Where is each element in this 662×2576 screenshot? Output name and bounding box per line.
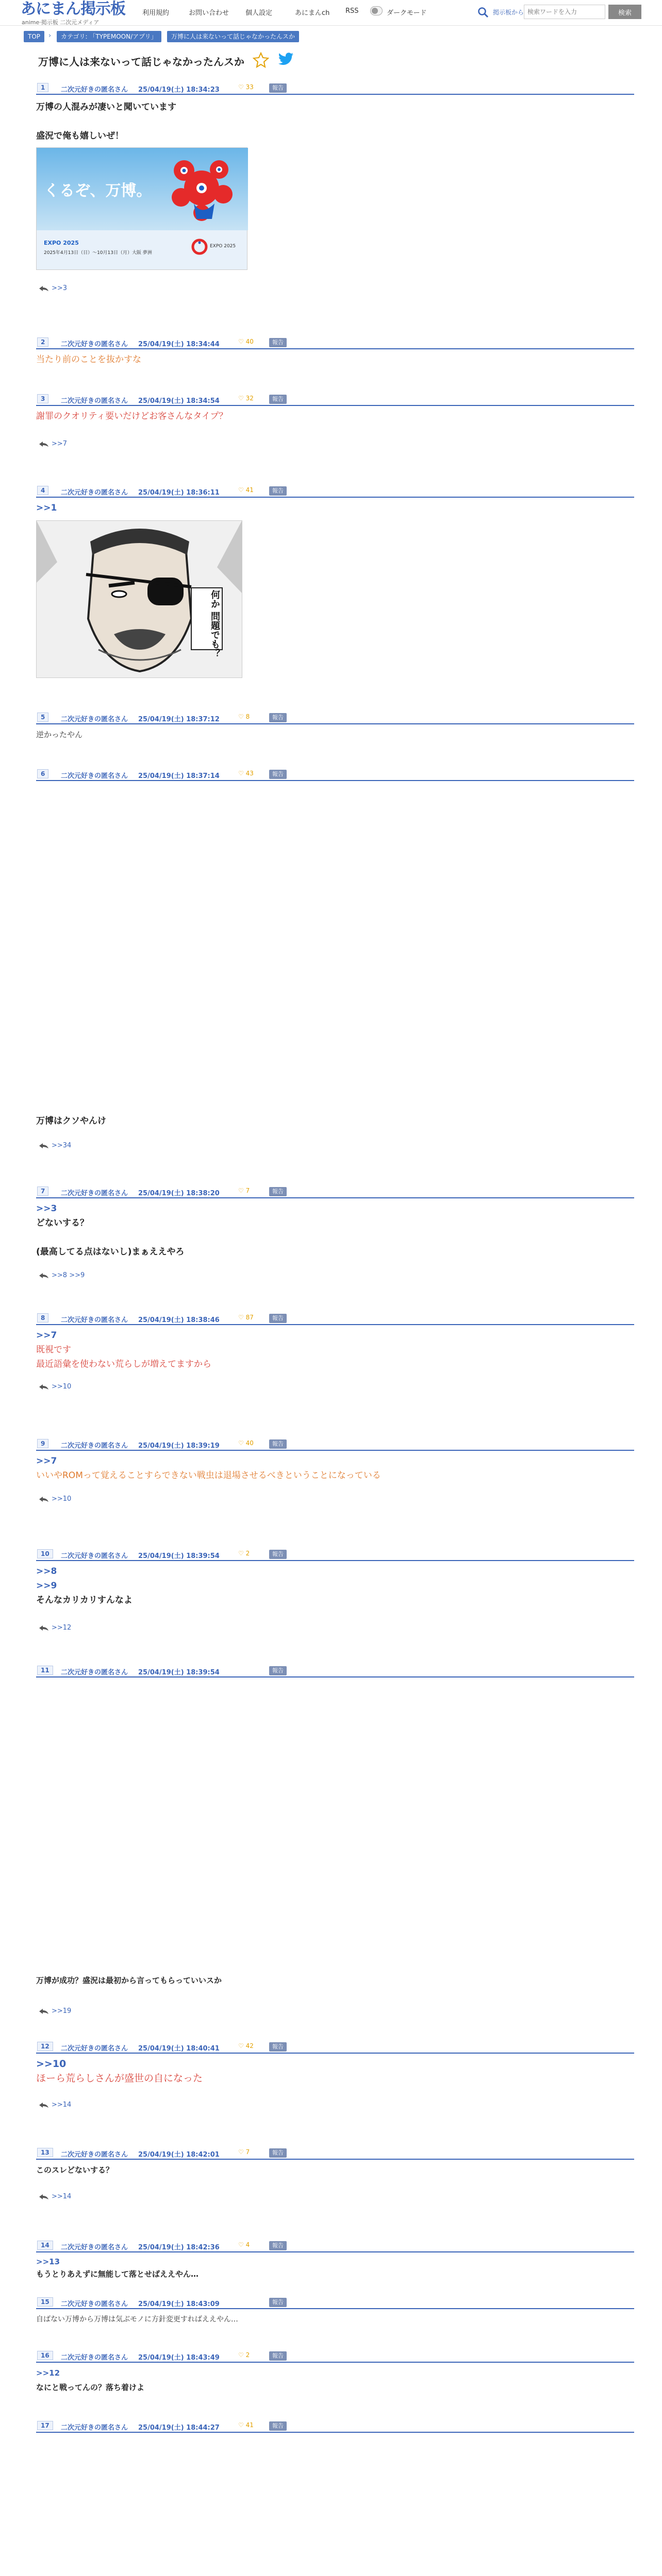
like-count: 32 <box>245 395 254 402</box>
expo-logo-icon <box>191 239 208 255</box>
post-date: 25/04/19(土) 18:44:27 <box>138 2424 220 2432</box>
report-button[interactable]: 報告 <box>269 1550 287 1559</box>
nav-contact[interactable]: お問い合わせ <box>189 9 229 17</box>
like-button[interactable]: ♡ 41 <box>238 486 254 494</box>
poster-name: 二次元好きの匿名さん <box>61 2045 128 2053</box>
reply-links[interactable] <box>39 2101 71 2109</box>
breadcrumb-category[interactable]: カテゴリ: 「TYPEMOON/アプリ」 <box>57 31 161 42</box>
search-scope-label: 掲示板から <box>493 9 524 16</box>
post-line[interactable]: >>9 <box>36 1581 57 1591</box>
reply-arrow-icon <box>39 2194 48 2199</box>
reply-links[interactable] <box>39 440 67 448</box>
post-line: 自ばない万博から万博は気ぶモノに方針変更すればええやん… <box>36 2315 238 2324</box>
post-body <box>36 409 227 423</box>
reply-links[interactable] <box>39 2193 71 2200</box>
like-button[interactable]: ♡ 2 <box>238 2351 250 2359</box>
post-number[interactable]: 11 <box>37 1666 53 1675</box>
post-line: 盛況で俺も嬉しいぜ！ <box>36 131 124 141</box>
report-button[interactable]: 報告 <box>269 770 287 779</box>
poster-name: 二次元好きの匿名さん <box>61 1442 128 1450</box>
post-date: 25/04/19(土) 18:43:49 <box>138 2354 220 2362</box>
post-line: いいやROMって覚えることすらできない戦虫は退場させるべきということになっている <box>36 1470 381 1481</box>
post-date: 25/04/19(土) 18:34:44 <box>138 341 220 348</box>
post-header <box>36 336 634 349</box>
like-count: 8 <box>245 713 250 720</box>
thread-title: 万博に人は来ないって話じゃなかったんスか <box>38 56 244 68</box>
reply-arrow-icon <box>39 1143 48 1148</box>
post-header <box>36 1185 634 1198</box>
post-number[interactable]: 12 <box>37 2042 53 2051</box>
reply-links[interactable] <box>39 284 67 292</box>
post-body <box>36 100 176 143</box>
poster-name: 二次元好きの匿名さん <box>61 86 128 94</box>
reply-arrow-icon <box>39 2103 48 2108</box>
post-line[interactable]: >>8 <box>36 1566 57 1577</box>
post-header <box>36 711 634 724</box>
post-line <box>36 114 176 129</box>
post-header <box>36 2040 634 2054</box>
poster-name: 二次元好きの匿名さん <box>61 1190 128 1197</box>
post-line: なにと戦ってんの？落ち着けよ <box>36 2383 145 2392</box>
reply-anchor[interactable]: >>12 <box>52 1624 72 1632</box>
post-header <box>36 768 634 781</box>
like-button[interactable]: ♡ 7 <box>238 1187 250 1194</box>
post-line[interactable]: >>10 <box>36 2058 67 2070</box>
report-button[interactable]: 報告 <box>269 2148 287 2158</box>
post-line: 最近語彙を使わない荒らしが増えてますから <box>36 1359 211 1369</box>
reply-anchor[interactable]: >>34 <box>52 1142 72 1149</box>
expo-logo-text: EXPO 2025 <box>210 244 236 249</box>
poster-name: 二次元好きの匿名さん <box>61 1552 128 1560</box>
reply-anchor[interactable]: >>14 <box>52 2101 72 2109</box>
report-button[interactable]: 報告 <box>269 1314 287 1323</box>
post-body <box>36 1564 133 1607</box>
myaku-myaku-mascot-icon <box>166 152 238 224</box>
like-count: 7 <box>245 2148 250 2156</box>
banner-dates: 2025年4月13日（日）〜10月13日（月）大阪 夢洲 <box>44 250 152 256</box>
post-line: 万博の人混みが凄いと聞いています <box>36 102 176 112</box>
poster-name: 二次元好きの匿名さん <box>61 2151 128 2159</box>
post-line[interactable]: >>13 <box>36 2257 60 2266</box>
reply-links[interactable] <box>39 1272 85 1279</box>
post-line: もうとりあえずに無能して落とせばええやん… <box>36 2269 199 2279</box>
post-number[interactable]: 17 <box>37 2421 53 2430</box>
post-number[interactable]: 3 <box>37 394 48 403</box>
like-button[interactable]: ♡ 42 <box>238 2042 254 2049</box>
post-header <box>36 2296 634 2309</box>
report-button[interactable]: 報告 <box>269 1187 287 1196</box>
report-button[interactable]: 報告 <box>269 338 287 347</box>
post-body <box>36 2256 198 2280</box>
nav-rss[interactable]: RSS <box>345 7 359 15</box>
poster-name: 二次元好きの匿名さん <box>61 2354 128 2362</box>
post-date: 25/04/19(土) 18:42:01 <box>138 2151 220 2159</box>
poster-name: 二次元好きの匿名さん <box>61 772 128 780</box>
post-line: このスレどないする？ <box>36 2165 114 2175</box>
report-button[interactable]: 報告 <box>269 1439 287 1449</box>
expo-banner-image[interactable] <box>36 147 247 270</box>
post-body <box>36 501 57 515</box>
site-logo[interactable] <box>21 1 124 25</box>
dark-mode-toggle[interactable] <box>370 6 383 15</box>
like-count: 40 <box>245 338 254 345</box>
like-count: 33 <box>245 83 254 91</box>
banner-subtitle: EXPO 2025 <box>44 240 79 246</box>
post-line <box>36 1230 185 1245</box>
post-line: どないする？ <box>36 1218 89 1228</box>
report-button[interactable]: 報告 <box>269 2421 287 2431</box>
post-number[interactable]: 7 <box>37 1187 48 1196</box>
banner-headline: くるぞ、万博。 <box>44 182 152 200</box>
post-line: 謝罪のクオリティ要いだけどお客さんなタイプ？ <box>36 411 228 421</box>
reply-links[interactable] <box>39 1495 71 1503</box>
like-button[interactable]: ♡ 32 <box>238 395 254 402</box>
post-line: そんなカリカリすんなよ <box>36 1595 133 1605</box>
reply-links[interactable] <box>39 1142 71 1149</box>
search-button[interactable]: 検索 <box>608 5 641 19</box>
like-button[interactable]: ♡ 43 <box>238 770 254 777</box>
report-button[interactable]: 報告 <box>269 713 287 722</box>
post-date: 25/04/19(土) 18:36:11 <box>138 489 220 497</box>
post-line[interactable]: >>3 <box>36 1204 57 1214</box>
reply-links[interactable] <box>39 1624 71 1632</box>
reply-anchor[interactable]: >>10 <box>52 1495 72 1503</box>
post-line[interactable]: >>12 <box>36 2368 60 2378</box>
reply-anchor[interactable]: >>8 >>9 <box>52 1272 85 1279</box>
post-line: 当たり前のことを抜かすな <box>36 354 141 365</box>
breadcrumb-top[interactable]: TOP <box>24 31 44 42</box>
poster-name: 二次元好きの匿名さん <box>61 1669 128 1676</box>
post-line[interactable]: >>1 <box>36 503 57 513</box>
post-date: 25/04/19(土) 18:39:54 <box>138 1669 220 1676</box>
report-button[interactable]: 報告 <box>269 486 287 496</box>
reply-arrow-icon <box>39 442 48 447</box>
post-number[interactable]: 5 <box>37 713 48 722</box>
report-button[interactable]: 報告 <box>269 2298 287 2307</box>
post-header <box>36 1437 634 1451</box>
like-count: 41 <box>245 2421 254 2429</box>
like-count: 2 <box>245 1550 250 1557</box>
twitter-icon[interactable] <box>278 53 294 66</box>
reply-arrow-icon <box>39 2009 48 2014</box>
post-line[interactable]: >>7 <box>36 1456 57 1466</box>
like-count: 4 <box>245 2241 250 2248</box>
post-date: 25/04/19(土) 18:39:19 <box>138 1442 220 1450</box>
post-body <box>36 1114 106 1128</box>
poster-name: 二次元好きの匿名さん <box>61 2424 128 2432</box>
post-header <box>36 1312 634 1325</box>
post-number[interactable]: 6 <box>37 769 48 778</box>
post-date: 25/04/19(土) 18:42:36 <box>138 2244 220 2251</box>
like-count: 41 <box>245 486 254 494</box>
post-body <box>36 1973 222 1988</box>
post-header <box>36 1548 634 1561</box>
post-date: 25/04/19(土) 18:39:54 <box>138 1552 220 1560</box>
like-count: 7 <box>245 1187 250 1194</box>
like-button[interactable]: ♡ 41 <box>238 2421 254 2429</box>
post-header <box>36 484 634 498</box>
dark-mode-label: ダークモード <box>387 9 427 17</box>
like-count: 42 <box>245 2042 254 2049</box>
like-button[interactable]: ♡ 8 <box>238 713 250 720</box>
reply-anchor[interactable]: >>14 <box>52 2193 72 2200</box>
post-body <box>36 727 82 742</box>
poster-name: 二次元好きの匿名さん <box>61 341 128 348</box>
post-number[interactable]: 8 <box>37 1313 48 1323</box>
breadcrumb-thread[interactable]: 万博に人は来ないって話じゃなかったんスか <box>167 31 299 42</box>
site-name: あにまん掲示板 <box>21 0 125 18</box>
report-button[interactable]: 報告 <box>269 1666 287 1675</box>
post-body <box>36 2312 238 2327</box>
reply-arrow-icon <box>39 1497 48 1502</box>
embedded-media-area <box>36 788 253 1108</box>
poster-name: 二次元好きの匿名さん <box>61 2244 128 2251</box>
post-date: 25/04/19(土) 18:37:14 <box>138 772 220 780</box>
like-button[interactable]: ♡ 40 <box>238 1439 254 1447</box>
report-button[interactable]: 報告 <box>269 2351 287 2361</box>
post-header <box>36 393 634 406</box>
reply-links[interactable] <box>39 2007 71 2015</box>
post-header <box>36 2146 634 2160</box>
post-number[interactable]: 13 <box>37 2148 53 2157</box>
report-button[interactable]: 報告 <box>269 2241 287 2250</box>
nav-terms[interactable]: 利用規約 <box>142 9 170 17</box>
post-header <box>36 2419 634 2433</box>
post-date: 25/04/19(土) 18:34:23 <box>138 86 220 94</box>
reply-anchor[interactable]: >>10 <box>52 1383 72 1391</box>
nav-settings[interactable]: 個人設定 <box>245 9 273 17</box>
post-body <box>36 352 141 367</box>
post-header <box>36 2349 634 2363</box>
post-line: (最高してる点はないし)まぁええやろ <box>36 1247 185 1257</box>
like-count: 2 <box>245 2351 250 2359</box>
manga-panel-image[interactable] <box>36 520 242 678</box>
report-button[interactable]: 報告 <box>269 395 287 404</box>
like-count: 40 <box>245 1439 254 1447</box>
post-body <box>36 2163 113 2177</box>
poster-name: 二次元好きの匿名さん <box>61 1316 128 1324</box>
post-header <box>36 2239 634 2252</box>
embedded-media-area <box>36 2440 253 2576</box>
post-number[interactable]: 15 <box>37 2297 53 2307</box>
like-button[interactable]: ♡ 7 <box>238 2148 250 2156</box>
post-body <box>36 2057 203 2086</box>
report-button[interactable]: 報告 <box>269 83 287 93</box>
post-date: 25/04/19(土) 18:37:12 <box>138 716 220 723</box>
site-header <box>0 0 662 26</box>
poster-name: 二次元好きの匿名さん <box>61 489 128 497</box>
post-date: 25/04/19(土) 18:38:20 <box>138 1190 220 1197</box>
post-date: 25/04/19(土) 18:43:09 <box>138 2300 220 2308</box>
post-body <box>36 2366 144 2395</box>
post-line[interactable]: >>7 <box>36 1330 57 1341</box>
post-number[interactable]: 4 <box>37 486 48 495</box>
post-number[interactable]: 1 <box>37 83 48 92</box>
post-line: 既視です <box>36 1345 71 1355</box>
like-count: 87 <box>245 1314 254 1321</box>
post-header <box>36 1664 634 1677</box>
post-date: 25/04/19(土) 18:40:41 <box>138 2045 220 2053</box>
search-input[interactable] <box>524 5 605 19</box>
post-number[interactable]: 16 <box>37 2351 53 2360</box>
embedded-media-area <box>36 1685 253 1973</box>
star-icon[interactable] <box>253 52 269 68</box>
like-button[interactable]: ♡ 40 <box>238 338 254 345</box>
post-line: 万博はクソやんけ <box>36 1116 106 1126</box>
site-tagline: anime·掲示板 二次元メディア <box>22 19 100 26</box>
post-header <box>36 81 634 95</box>
search-icon <box>477 7 489 18</box>
post-body <box>36 1201 185 1259</box>
manga-speech-text: 何か 問題でも？ <box>209 590 220 658</box>
reply-anchor[interactable]: >>19 <box>52 2007 72 2015</box>
post-line: ほーら荒らしさんが盛世の自になった <box>36 2073 203 2084</box>
reply-anchor[interactable]: >>3 <box>52 284 68 292</box>
like-button[interactable]: ♡ 33 <box>238 83 254 91</box>
toggle-knob <box>372 8 378 14</box>
like-button[interactable]: ♡ 87 <box>238 1314 254 1321</box>
reply-arrow-icon <box>39 286 48 291</box>
post-body <box>36 1454 381 1483</box>
reply-arrow-icon <box>39 1625 48 1631</box>
post-body <box>36 1328 211 1371</box>
chevron-right-icon: › <box>48 32 52 40</box>
post-number[interactable]: 9 <box>37 1439 48 1448</box>
reply-anchor[interactable]: >>7 <box>52 440 68 448</box>
chevron-right-icon: › <box>159 32 162 40</box>
post-line: 逆かったやん <box>36 730 83 739</box>
reply-arrow-icon <box>39 1273 48 1278</box>
report-button[interactable]: 報告 <box>269 2042 287 2052</box>
post-date: 25/04/19(土) 18:34:54 <box>138 397 220 405</box>
reply-arrow-icon <box>39 1384 48 1389</box>
nav-animanch[interactable]: あにまんch <box>295 9 330 17</box>
reply-links[interactable] <box>39 1383 71 1391</box>
like-button[interactable]: ♡ 2 <box>238 1550 250 1557</box>
post-number[interactable]: 2 <box>37 337 48 347</box>
like-count: 43 <box>245 770 254 777</box>
post-line: 万博が成功？盛況は最初から言ってもらっていいスか <box>36 1976 222 1985</box>
post-number[interactable]: 10 <box>37 1549 53 1558</box>
poster-name: 二次元好きの匿名さん <box>61 397 128 405</box>
like-button[interactable]: ♡ 4 <box>238 2241 250 2248</box>
post-date: 25/04/19(土) 18:38:46 <box>138 1316 220 1324</box>
poster-name: 二次元好きの匿名さん <box>61 716 128 723</box>
post-number[interactable]: 14 <box>37 2241 53 2250</box>
poster-name: 二次元好きの匿名さん <box>61 2300 128 2308</box>
